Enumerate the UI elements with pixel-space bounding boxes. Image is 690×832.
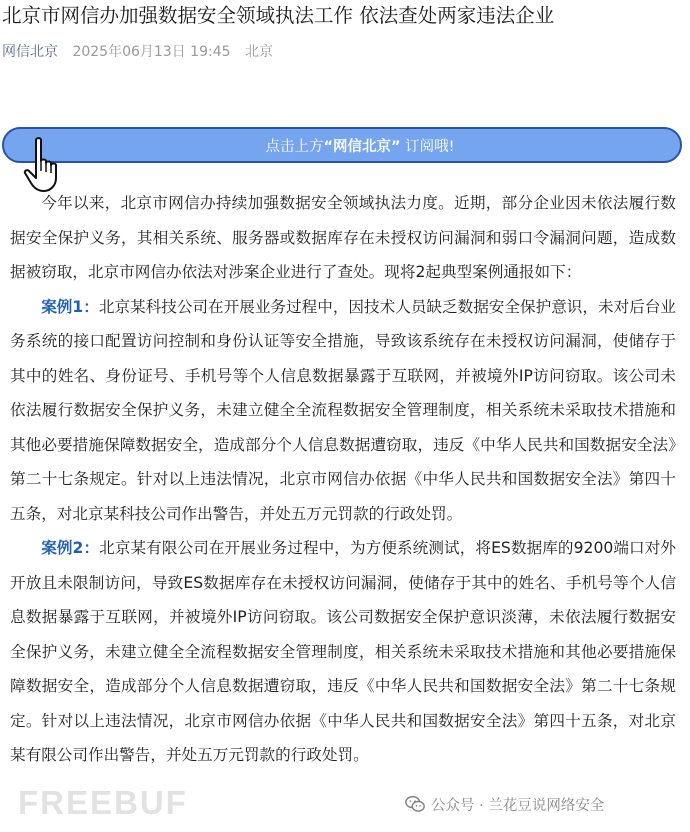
publish-location: 北京: [244, 44, 273, 60]
article-meta: [2, 42, 273, 62]
case1-paragraph: [10, 290, 676, 532]
case1-text: 北京某科技公司在开展业务过程中，因技术人员缺乏数据安全保护意识，未对后台业务系统的接口配置访问控制和身份认证等安全措施，导致该系统存在未授权访问漏洞，使储存于其中的姓名、身份证号、手机号等个人信息数据暴露于互联网，并被境外IP访问窃取。该公司未依法履行数据安全保护义务，未建立健全全流程数据安全管理制度，相关系统未采取技术措施和其他必要措施保障数据安全，造成部分个人信息数据遭窃取，违反《中华人民共和国数据安全法》第二十七条规定。针对以上违法情况，北京市网信办依据《中华人民共和国数据安全法》第四十五条，对北京某科技公司作出警告，并处五万元罚款的行政处罚。: [10, 297, 676, 523]
freebuf-watermark: FREEBUF: [18, 784, 188, 821]
intro-paragraph: 今年以来，北京市网信办持续加强数据安全领域执法力度。近期，部分企业因未依法履行数据安全保护义务，其相关系统、服务器或数据库存在未授权访问漏洞和弱口令漏洞问题，造成数据被窃取，北京市网信办依法对涉案企业进行了查处。现将2起典型案例通报如下：: [10, 194, 676, 281]
wechat-icon: [404, 793, 426, 815]
subscribe-banner[interactable]: [2, 127, 682, 163]
publish-date: 2025年06月13日 19:45: [72, 44, 231, 60]
article-body: [10, 186, 676, 773]
case1-label: 案例1：: [41, 297, 99, 316]
account-name-link[interactable]: 网信北京: [2, 44, 58, 60]
banner-account-name: “网信北京”: [323, 138, 401, 155]
article-title: 北京市网信办加强数据安全领域执法工作 依法查处两家违法企业: [2, 4, 555, 27]
banner-suffix: 订阅哦!: [400, 138, 455, 155]
case2-paragraph: [10, 531, 676, 773]
wechat-credit: [404, 792, 604, 816]
case2-label: 案例2：: [41, 539, 100, 557]
subscribe-banner-text: [266, 135, 455, 156]
banner-prefix: 点击上方: [265, 138, 324, 155]
wechat-credit-text: 公众号 · 兰花豆说网络安全: [431, 797, 605, 814]
case2-text: 北京某有限公司在开展业务过程中，为方便系统测试，将ES数据库的9200端口对外开放且未限制访问，导致ES数据库存在未授权访问漏洞，使储存于其中的姓名、手机号等个人信息数据暴露于互联网，并被境外IP访问窃取。该公司数据安全保护意识淡薄，未依法履行数据安全保护义务，未建立健全全流程数据安全管理制度，相关系统未采取技术措施和其他必要措施保障数据安全，造成部分个人信息数据遭窃取，违反《中华人民共和国数据安全法》第二十七条规定。针对以上违法情况，北京市网信办依据《中华人民共和国数据安全法》第四十五条，对北京某有限公司作出警告，并处五万元罚款的行政处罚。: [10, 539, 676, 764]
